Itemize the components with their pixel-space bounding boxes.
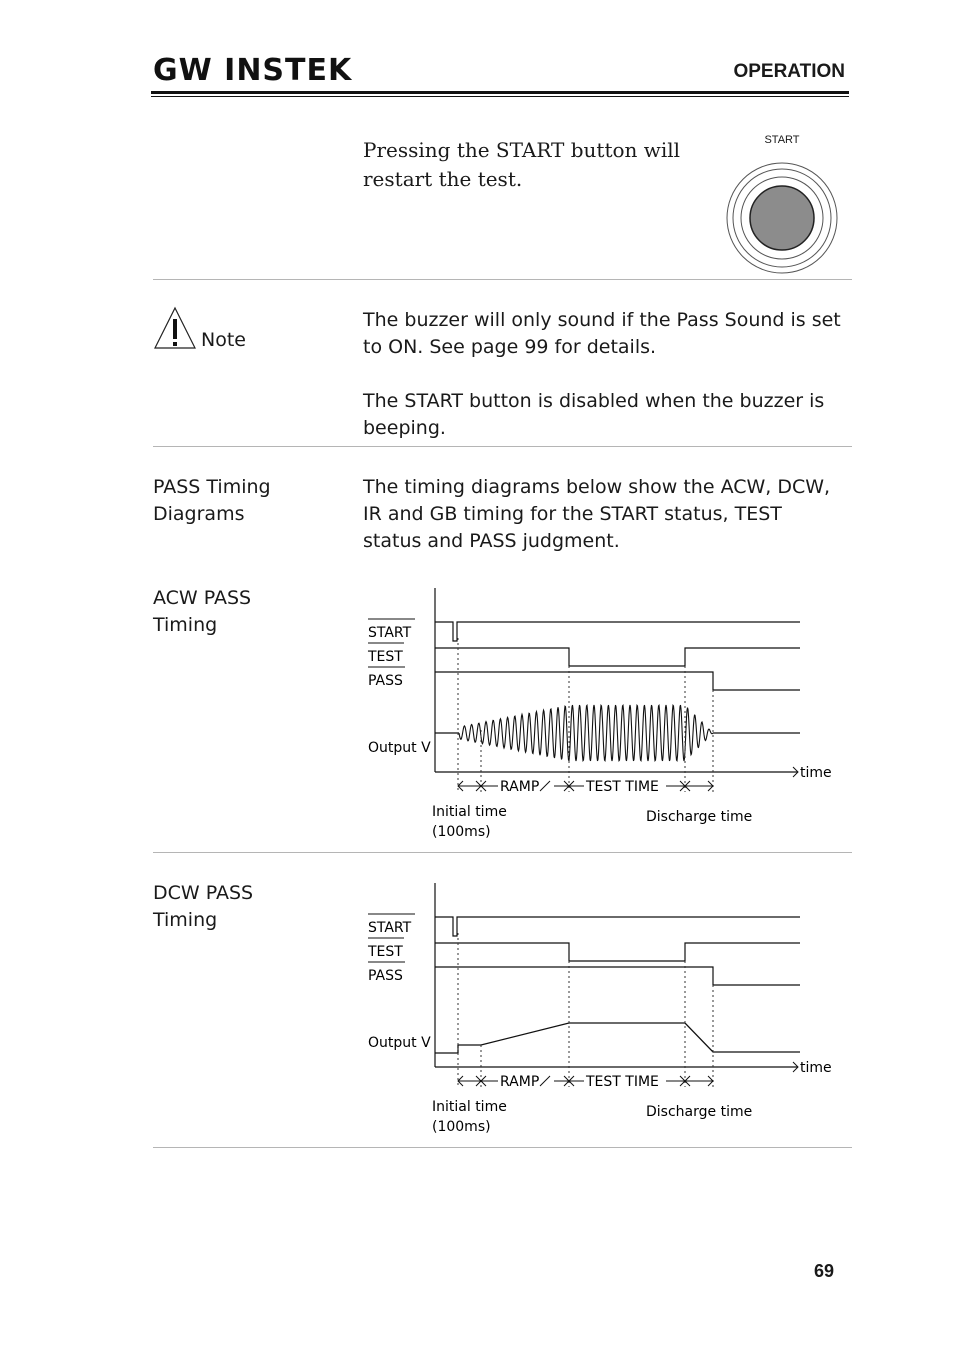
signal-label-start: START: [368, 625, 412, 641]
signal-label-output: Output V: [368, 740, 431, 756]
divider: [153, 852, 852, 853]
interval-test-time: TEST TIME: [586, 779, 659, 795]
interval-test-time: TEST TIME: [586, 1074, 659, 1090]
acw-timing-diagram: [360, 580, 850, 850]
signal-label-pass: PASS: [368, 968, 403, 984]
divider: [153, 279, 852, 280]
note-paragraph: The buzzer will only sound if the Pass Sound is set to ON. See page 99 for details.: [363, 309, 841, 358]
interval-ramp: RAMP: [500, 779, 540, 795]
divider: [153, 1147, 852, 1148]
acw-output-wave: [459, 705, 713, 761]
header-rule-thin: [151, 96, 849, 97]
discharge-time-label: Discharge time: [646, 1104, 753, 1120]
section-title: OPERATION: [733, 61, 845, 82]
header-rule: [151, 91, 849, 94]
initial-time-value: (100ms): [432, 824, 491, 840]
pass-timing-label: PASS Timing Diagrams: [153, 476, 271, 525]
signal-label-output: Output V: [368, 1035, 431, 1051]
dcw-timing-diagram: [360, 875, 850, 1145]
gw-instek-logo: [153, 52, 353, 88]
note-label: Note: [201, 329, 246, 351]
initial-time-label: Initial time: [432, 1099, 507, 1115]
note-paragraph: The START button is disabled when the buzzer is beeping.: [363, 390, 825, 439]
signal-label-test: TEST: [368, 649, 403, 665]
initial-time-value: (100ms): [432, 1119, 491, 1135]
start-button-label: START: [764, 134, 800, 146]
svg-text:GW INSTEK: GW INSTEK: [153, 53, 353, 88]
note-body: [363, 307, 848, 442]
initial-time-label: Initial time: [432, 804, 507, 820]
warning-icon: [153, 306, 197, 350]
restart-text: Pressing the START button will restart the test.: [363, 138, 681, 191]
acw-label: ACW PASS Timing: [153, 587, 252, 636]
time-axis-label: time: [800, 765, 832, 781]
dcw-label: DCW PASS Timing: [153, 882, 254, 931]
signal-label-pass: PASS: [368, 673, 403, 689]
page-number: 69: [813, 1261, 834, 1281]
divider: [153, 446, 852, 447]
start-button-icon: [726, 162, 838, 274]
interval-ramp: RAMP: [500, 1074, 540, 1090]
signal-label-start: START: [368, 920, 412, 936]
time-axis-label: time: [800, 1060, 832, 1076]
signal-label-test: TEST: [368, 944, 403, 960]
discharge-time-label: Discharge time: [646, 809, 753, 825]
pass-timing-text: The timing diagrams below show the ACW, DCW, IR and GB timing for the START status, TEST status and PASS judgment.: [363, 476, 831, 552]
